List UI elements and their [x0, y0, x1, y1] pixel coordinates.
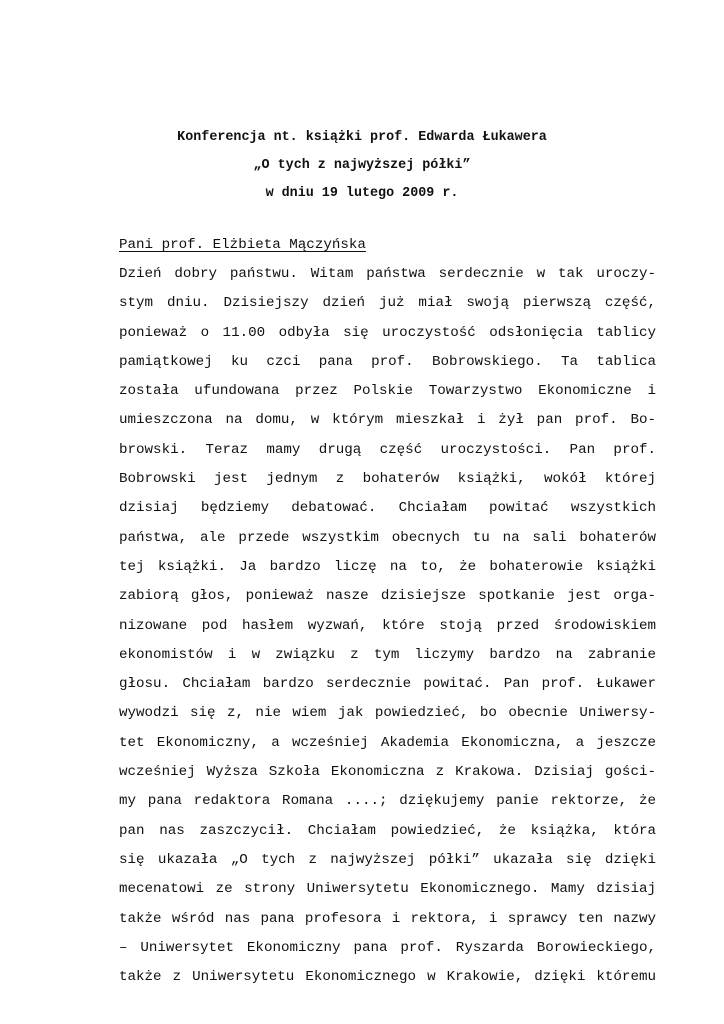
header-book-title: „O tych z najwyższej półki” — [253, 158, 471, 173]
transcript-line: dzisiaj będziemy debatować. Chciałam powitać wszystkich — [119, 500, 656, 517]
speaker-name: Pani prof. Elżbieta Mączyńska — [119, 237, 366, 253]
transcript-line: Dzień dobry państwu. Witam państwa serdecznie w tak uroczy- — [119, 266, 656, 282]
transcript-line: zabiorą głos, ponieważ nasze dzisiejsze spotkanie jest orga- — [119, 588, 656, 605]
transcript-line: stym dniu. Dzisiejszy dzień już miał swoją pierwszą część, — [119, 295, 656, 312]
transcript-line: browski. Teraz mamy drugą część uroczystości. Pan prof. — [119, 441, 656, 458]
transcript-line: Bobrowski jest jednym z bohaterów książki, wokół której — [119, 471, 656, 488]
transcript-line: my pana redaktora Romana ....; dziękujemy panie rektorze, że — [119, 793, 656, 810]
transcript-line: tet Ekonomiczny, a wcześniej Akademia Ekonomiczna, a jeszcze — [119, 734, 656, 751]
transcript-line: pamiątkowej ku czci pana prof. Bobrowskiego. Ta tablica — [119, 353, 656, 370]
transcript-line: państwa, ale przede wszystkim obecnych tu na sali bohaterów — [119, 529, 656, 546]
transcript-line: umieszczona na domu, w którym mieszkał i żył pan prof. Bo- — [119, 412, 656, 429]
transcript-line: także z Uniwersytetu Ekonomicznego w Krakowie, dzięki któremu — [119, 969, 656, 986]
transcript-line: ekonomistów i w związku z tym liczymy bardzo na zabranie — [119, 646, 656, 663]
header-title-line: Konferencja nt. książki prof. Edwarda Łukawera — [177, 130, 547, 145]
transcript-line: pan nas zaszczycił. Chciałam powiedzieć, że książka, która — [119, 822, 656, 839]
transcript-body — [119, 261, 656, 993]
transcript-line: została ufundowana przez Polskie Towarzystwo Ekonomiczne i — [119, 383, 656, 400]
transcript-line: nizowane pod hasłem wyzwań, które stoją przed środowiskiem — [119, 617, 656, 634]
transcript-line: ponieważ o 11.00 odbyła się uroczystość odsłonięcia tablicy — [119, 324, 656, 341]
transcript-line: wywodzi się z, nie wiem jak powiedzieć, bo obecnie Uniwersy- — [119, 705, 656, 722]
document-header — [0, 124, 724, 208]
transcript-line: także wśród nas pana profesora i rektora, i sprawcy ten nazwy — [119, 910, 656, 927]
transcript-line: głosu. Chciałam bardzo serdecznie powitać. Pan prof. Łukawer — [119, 676, 656, 693]
header-date: w dniu 19 lutego 2009 r. — [265, 186, 459, 201]
transcript-line: się ukazała „O tych z najwyższej półki” ukazała się dzięki — [119, 851, 656, 868]
transcript-line: mecenatowi ze strony Uniwersytetu Ekonomicznego. Mamy dzisiaj — [119, 881, 656, 898]
transcript-line: wcześniej Wyższa Szkoła Ekonomiczna z Krakowa. Dzisiaj gości- — [119, 764, 656, 781]
transcript-line: – Uniwersytet Ekonomiczny pana prof. Ryszarda Borowieckiego, — [119, 939, 656, 956]
transcript-line: tej książki. Ja bardzo liczę na to, że bohaterowie książki — [119, 558, 656, 575]
